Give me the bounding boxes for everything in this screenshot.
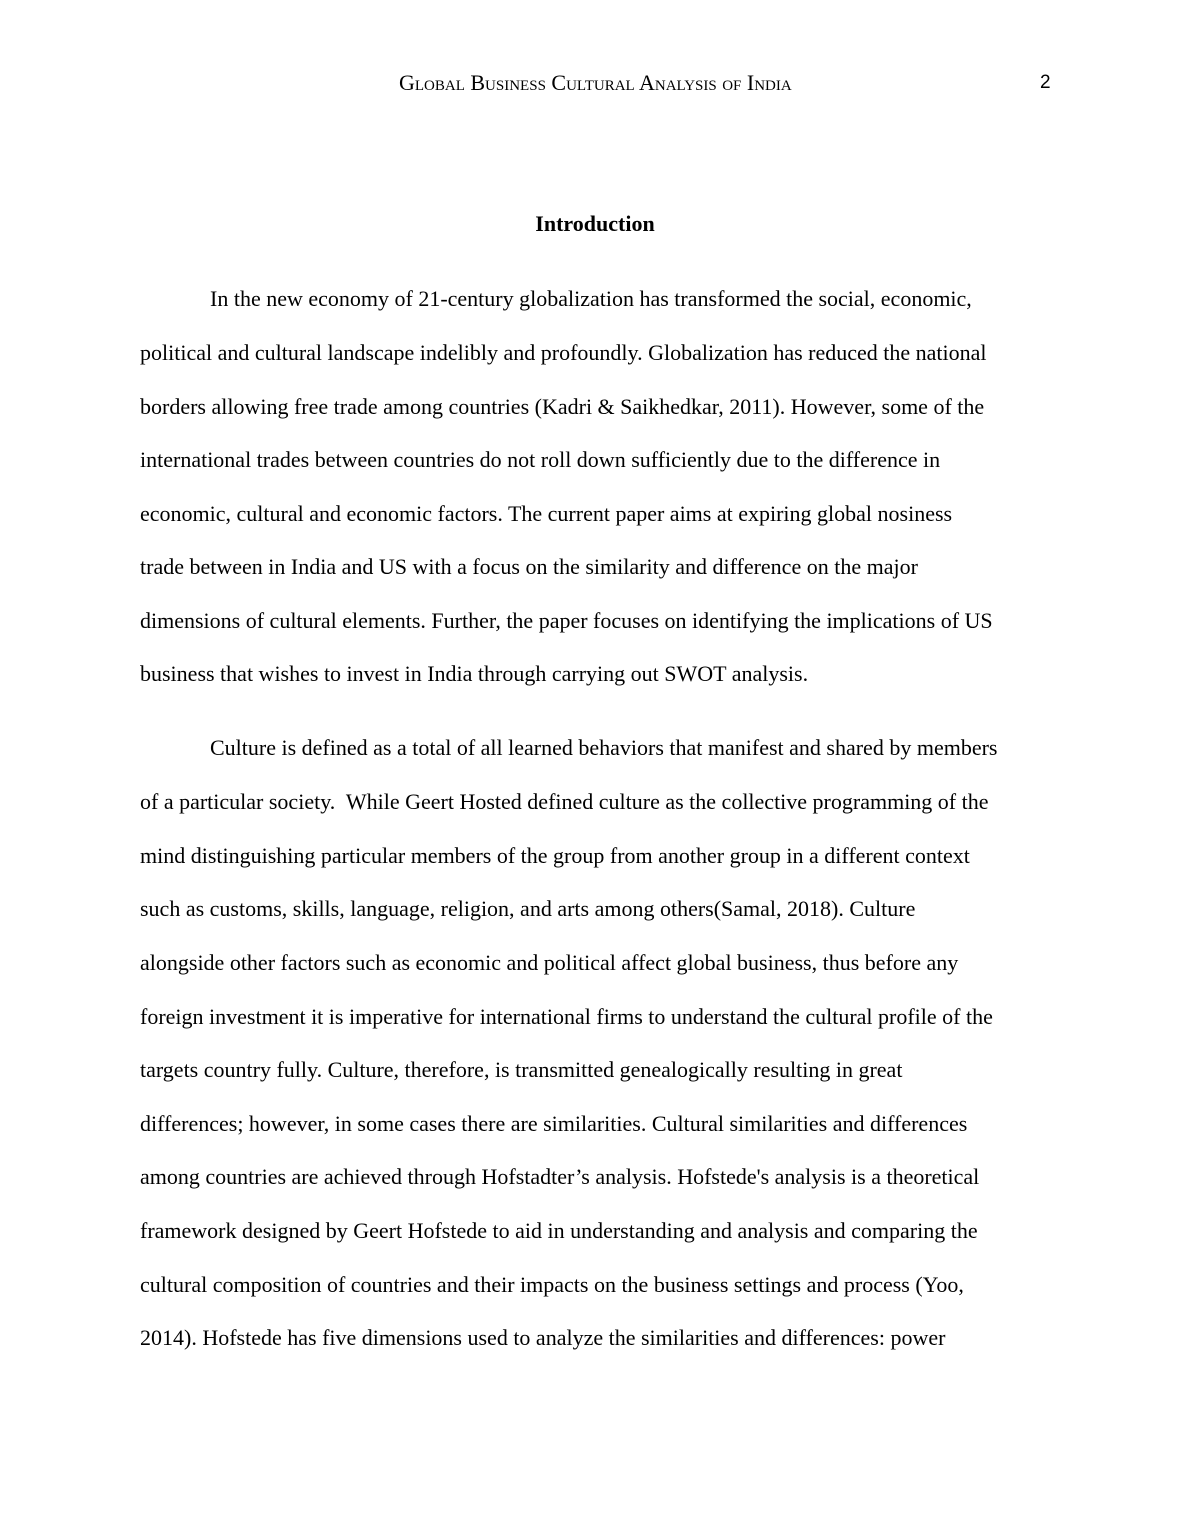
paragraph-line: foreign investment it is imperative for international firms to understand the cultural profile of the bbox=[140, 1004, 993, 1029]
paragraph-line: mind distinguishing particular members of the group from another group in a different context bbox=[140, 843, 970, 868]
paragraph-line: Culture is defined as a total of all learned behaviors that manifest and shared by members bbox=[210, 735, 998, 760]
paragraph-line: targets country fully. Culture, therefore, is transmitted genealogically resulting in great bbox=[140, 1057, 903, 1082]
paragraph-line: dimensions of cultural elements. Further, the paper focuses on identifying the implications of US bbox=[140, 608, 993, 633]
paragraph-line: of a particular society. While Geert Hosted defined culture as the collective programming of the bbox=[140, 789, 989, 814]
paragraph-line: In the new economy of 21-century globalization has transformed the social, economic, bbox=[210, 286, 972, 311]
running-head: Global Business Cultural Analysis of India bbox=[399, 70, 792, 95]
section-heading: Introduction bbox=[535, 211, 655, 236]
paragraph-line: trade between in India and US with a focus on the similarity and difference on the major bbox=[140, 554, 918, 579]
paragraph-line: cultural composition of countries and their impacts on the business settings and process (Yoo, bbox=[140, 1272, 964, 1297]
paragraph-line: among countries are achieved through Hofstadter’s analysis. Hofstede's analysis is a theoretical bbox=[140, 1164, 980, 1189]
paragraph-line: differences; however, in some cases there are similarities. Cultural similarities and differences bbox=[140, 1111, 968, 1136]
paragraph-line: political and cultural landscape indelibly and profoundly. Globalization has reduced the national bbox=[140, 340, 987, 365]
paragraph-line: borders allowing free trade among countries (Kadri & Saikhedkar, 2011). However, some of the bbox=[140, 394, 985, 419]
paragraph-line: framework designed by Geert Hofstede to aid in understanding and analysis and comparing the bbox=[140, 1218, 978, 1243]
paragraph-line: economic, cultural and economic factors. The current paper aims at expiring global nosiness bbox=[140, 501, 953, 526]
paragraph-line: alongside other factors such as economic and political affect global business, thus before any bbox=[140, 950, 959, 975]
paragraph-line: international trades between countries do not roll down sufficiently due to the difference in bbox=[140, 447, 941, 472]
paragraph-line: 2014). Hofstede has five dimensions used to analyze the similarities and differences: power bbox=[140, 1325, 946, 1350]
paragraph-line: business that wishes to invest in India through carrying out SWOT analysis. bbox=[140, 661, 809, 686]
page-number: 2 bbox=[1040, 72, 1051, 93]
paragraph-line: such as customs, skills, language, religion, and arts among others(Samal, 2018). Culture bbox=[140, 896, 916, 921]
